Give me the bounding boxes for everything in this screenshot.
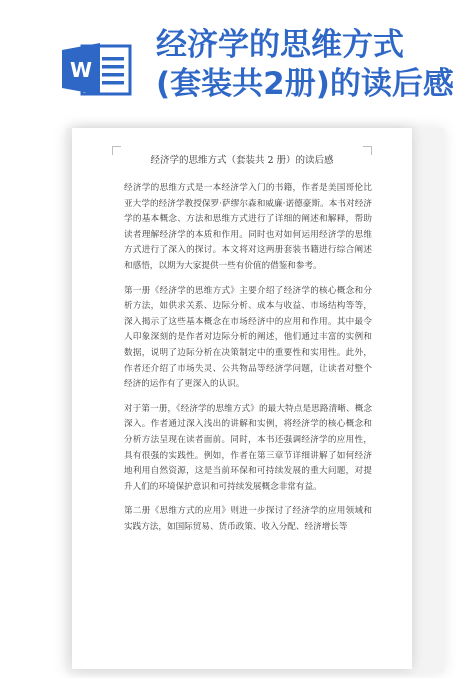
paragraph: 第一册《经济学的思维方式》主要介绍了经济学的核心概念和分析方法，如供求关系、边际分析、成本与收益、市场结构等等，深入揭示了这些基本概念在市场经济中的应用和作用。其中最令人印象深刻的是作者对边际分析的阐述，他们通过丰富的实例和数据，说明了边际分析在决策制定中的重要性和实用性。此外，作者还介绍了市场失灵、公共物品等经济学问题，让读者对整个经济的运作有了更深入的认识。	[124, 285, 372, 390]
paragraph: 经济学的思维方式是一本经济学入门的书籍，作者是美国哥伦比亚大学的经济学教授保罗·萨缪尔森和威廉·诺德豪斯。本书对经济学的基本概念、方法和思维方式进行了详细的阐述和解释，帮助读者理解经济学的本质和作用。同时也对如何运用经济学的思维方式进行了深入的探讨。本文将对这两册套装书籍进行综合阐述和感悟，以期为大家提供一些有价值的借鉴和参考。	[124, 183, 372, 271]
paragraph: 第二册《思维方式的应用》则进一步探讨了经济学的应用领域和实践方法，如国际贸易、货币政策、收入分配、经济增长等	[124, 506, 372, 532]
document-page	[72, 128, 412, 669]
word-icon	[62, 40, 132, 98]
title-line-1: 经济学的思维方式	[156, 27, 404, 63]
title-line-2: (套装共2册)的读后感	[156, 66, 454, 102]
header-banner	[0, 0, 474, 118]
document-body	[124, 181, 372, 544]
page-title	[156, 26, 472, 104]
paragraph: 对于第一册，《经济学的思维方式》的最大特点是思路清晰、概念深入。作者通过深入浅出的讲解和实例，将经济学的核心概念和分析方法呈现在读者面前。同时，本书还强调经济学的应用性，具有很强的实践性。例如，作者在第三章节详细讲解了如何经济地利用自然资源，这是当前环保和可持续发展的重大问题，对提升人们的环境保护意识和可持续发展概念非常有益。	[124, 403, 372, 492]
svg-text:W: W	[69, 58, 93, 82]
document-title: 经济学的思维方式（套装共 2 册）的读后感	[150, 155, 334, 166]
